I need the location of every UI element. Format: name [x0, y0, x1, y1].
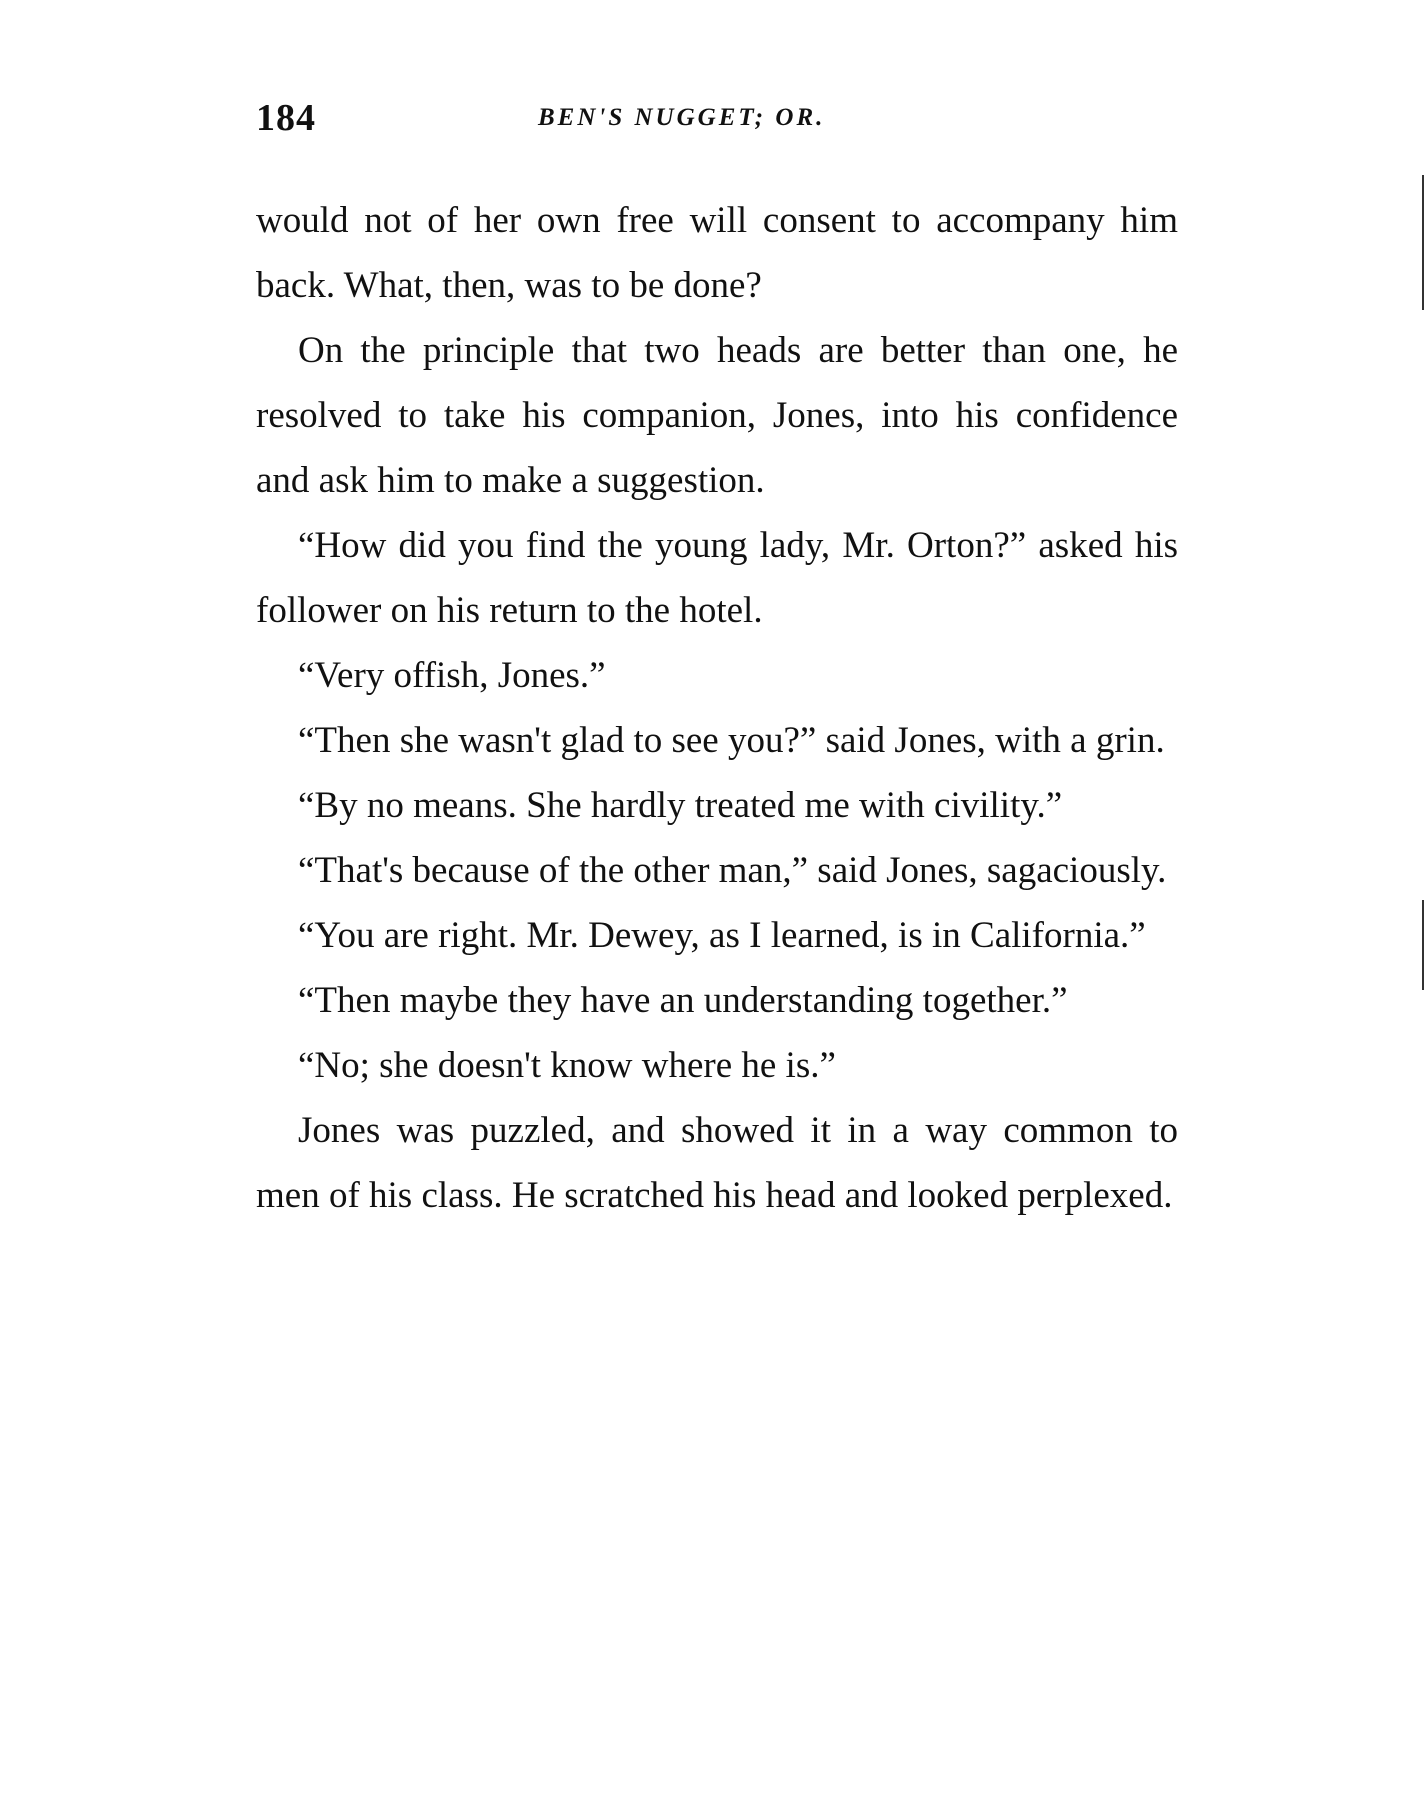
body-text	[256, 188, 1178, 1228]
running-head: BEN'S NUGGET; OR.	[538, 104, 826, 131]
scan-edge-mark	[1422, 175, 1424, 310]
paragraph: “By no means. She hardly treated me with civility.”	[298, 785, 1063, 826]
paragraph: “How did you find the young lady, Mr. Orton?” asked his follower on his return to the hotel.	[256, 525, 1178, 631]
paragraph: “You are right. Mr. Dewey, as I learned, is in California.”	[298, 915, 1146, 956]
scan-edge-mark	[1422, 900, 1424, 990]
paragraph: “Then she wasn't glad to see you?” said Jones, with a grin.	[298, 720, 1165, 761]
paragraph: On the principle that two heads are better than one, he resolved to take his companion, Jones, into his confidence and ask him to make a suggestion.	[256, 330, 1178, 501]
page-header	[256, 96, 1178, 156]
page-number: 184	[256, 97, 316, 139]
paragraph: “No; she doesn't know where he is.”	[298, 1045, 836, 1086]
paragraph: would not of her own free will consent to accompany him back. What, then, was to be done?	[256, 200, 1178, 306]
paragraph: “That's because of the other man,” said Jones, sagaciously.	[298, 850, 1167, 891]
paragraph: “Then maybe they have an understanding together.”	[298, 980, 1068, 1021]
paragraph: “Very offish, Jones.”	[298, 655, 606, 696]
paragraph: Jones was puzzled, and showed it in a way common to men of his class. He scratched his head and looked perplexed.	[256, 1110, 1178, 1216]
